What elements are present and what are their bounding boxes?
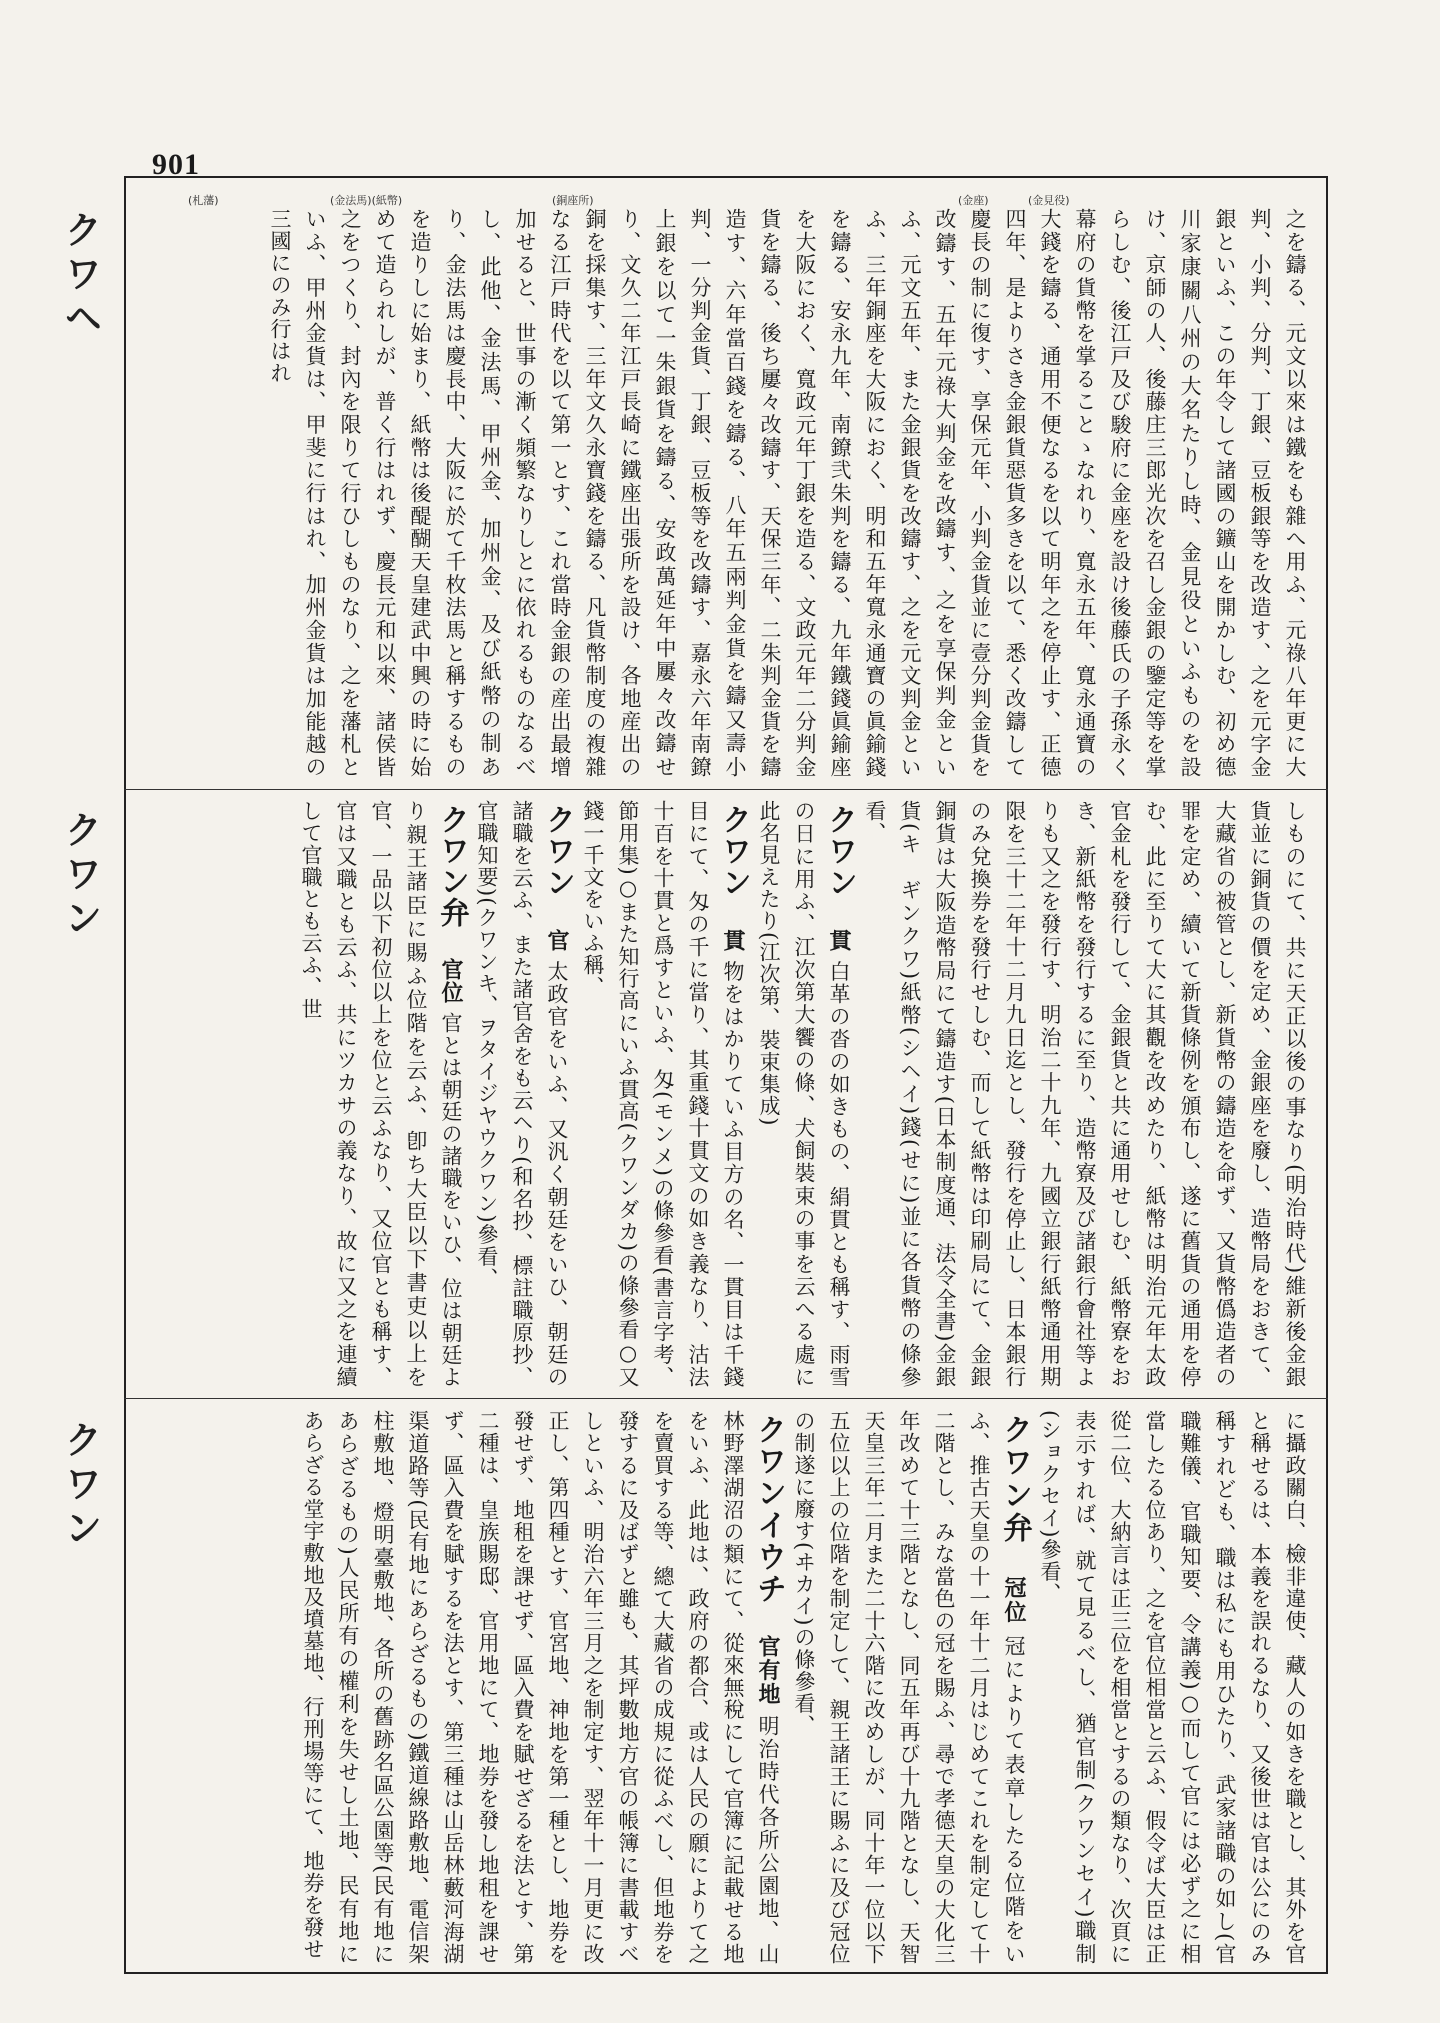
entry-headword: クワン xyxy=(716,804,751,899)
tier-divider xyxy=(124,1398,1328,1399)
dictionary-entry xyxy=(751,800,857,1388)
entry-text: 官とは朝廷の諸職をいひ、位は朝廷より親王諸臣に賜ふ位階を云ふ、卽ち大臣以下書吏以上を官、一品以下初位以上を位と云ふなり、又位官とも稱す、官は又職とも云ふ、共にツカサの義なり、故に又之を連續して官職とも云ふ、世 xyxy=(299,800,463,1388)
marginal-note: (札藩) xyxy=(188,194,219,207)
body-text: 之を鑄る、元文以來は鐵をも雜へ用ふ、元祿八年更に大判、小判、分判、丁銀、豆板銀等を改造す、之を元字金銀といふ、この年令して諸國の鑛山を開かしむ、初め德川家康關八州の大名たりし時、金見役といふものを設け、京師の人、後藤庄三郎光次を召し金銀の鑒定等を掌らしむ、後江戸及び駿府に金座を設け後藤氏の子孫永く幕府の貨幣を掌ることゝなれり、寬永五年、寬永通寶の大錢を鑄る、通用不便なるを以て明年之を停止す、正德四年、是よりさき金銀貨惡貨多きを以て、悉く改鑄して慶長の制に復す、享保元年、小判金貨並に壹分判金貨を改鑄す、五年元祿大判金を改鑄す、之を享保判金といふ、元文五年、また金銀貨を改鑄す、之を元文判金といふ、三年銅座を大阪におく、明和五年寬永通寶の眞鍮錢を鑄る、安永九年、南鐐弐朱判を鑄る、九年鐵錢眞鍮座を大阪におく、寬政元年丁銀を造る、文政元年二分判金貨を鑄る、後ち屢々改鑄す、天保三年、二朱判金貨を鑄造す、六年當百錢を鑄る、八年五兩判金貨を鑄又壽小判、一分判金貨、丁銀、豆板等を改鑄す、嘉永六年南鐐上銀を以て一朱銀貨を鑄る、安政萬延年中屢々改鑄せり、文久二年江戸長崎に鐵座出張所を設け、各地産出の銅を採集す、三年文久永寶錢を鑄る、凡貨幣制度の複雜なる江戸時代を以て第一とす、これ當時金銀の産出最增加せると、世事の漸く頻繁なりしとに依れるものなるべし、此他、金法馬、甲州金、加州金、及び紙幣の制あり、金法馬は慶長中、大阪に於て千枚法馬と稱するものを造りしに始まり、紙幣は後醍醐天皇建武中興の時に始めて造られしが、普く行はれず、慶長元和以來、諸侯皆之をつくり、封內を限りて行ひしものなり、之を藩札といふ、甲州金貨は、甲斐に行はれ、加州金貨は加能越の三國にのみ行はれ xyxy=(268,208,1307,778)
dictionary-entry xyxy=(786,1410,1032,1965)
entry-headword: クワン弁 xyxy=(434,804,469,929)
running-head: クワン xyxy=(58,1420,102,1552)
dictionary-entry xyxy=(575,800,751,1388)
dictionary-entry xyxy=(469,800,575,1388)
entry-text: 明治時代各所公園地、山林野澤湖沼の類にて、從來無稅にして官簿に記載せる地をいふ、此地は、政府の都合、或は人民の願によりて之を賣買する等、總て大藏省の成規に從ふべし、但地券を發するに及ばずと雖も、其坪數地方官の帳簿に書載すべしといふ、明治六年三月之を制定す、翌年十一月更に改正し、第四種とす、官宮地、神地を第一種とし、地券を發せず、地租を課せず、區入費を賦せざるを法とす、第二種は、皇族賜邸、官用地にて、地券を發し地租を課せず、區入費を賦するを法とす、第三種は山岳林藪河海湖渠道路等(民有地にあらざるもの)鐵道線路敷地、電信架柱敷地、燈明臺敷地、各所の舊跡名區公園等(民有地にあらざるもの)人民所有の權利を失せし土地、民有地にあらざる堂宇敷地及墳墓地、行刑場等にて、地券を發せ xyxy=(301,1410,780,1965)
running-head: クワン xyxy=(58,810,102,942)
body-text: に攝政關白、檢非違使、藏人の如きを職とし、其外を官と稱せるは、本義を誤れるなり、又後世は官は公にのみ稱すれども、職は私にも用ひたり、武家諸職の如し(官職難儀、官職知要、令講義)○而して官には必ず之に相當したる位あり、之を官位相當と云ふ、假令ば大臣は正從二位、大納言は正三位を相當とするの類なり、次頁に表示すれば、就て見るべし、猶官制(クワンセイ)職制(ショクセイ)參看、 xyxy=(1038,1410,1307,1965)
entry-gloss: 官有地 xyxy=(755,1635,781,1707)
marginal-note: (金法馬)(紙幣) xyxy=(330,194,403,207)
entry-gloss: 冠位 xyxy=(1001,1576,1027,1626)
entry-gloss: 貫 xyxy=(826,928,852,953)
entry-headword: クワン xyxy=(822,804,857,899)
body-text: しものにて、共に天正以後の事なり(明治時代)維新後金銀貨並に銅貨の價を定め、金銀座を廢し、造幣局をおきて、大藏省の被管とし、新貨幣の鑄造を命ず、又貨幣僞造者の罪を定め、續いて新貨條例を頒布し、遂に舊貨の通用を停む、此に至りて大に其觀を改めたり、紙幣は明治元年太政官金札を發行して、金銀貨と共に通用せしむ、紙幣寮をおき、新紙幣を發行するに至り、造幣寮及び諸銀行會社等よりも又之を發行す、明治二十九年、九國立銀行紙幣通用期限を三十二年十二月九日迄とし、發行を停止し、日本銀行のみ兌換券を發行せしむ、而して紙幣は印刷局にて、金銀銅貨は大阪造幣局にて鑄造す(日本制度通、法令全書)金銀貨(キ ギンクワ)紙幣(シヘイ)錢(せに)並に各貨幣の條參看、 xyxy=(863,800,1307,1388)
entry-gloss: 官 xyxy=(544,928,570,953)
marginal-note: (金見役) xyxy=(1028,194,1070,207)
entry-text: 白革の沓の如きもの、絹貫とも稱す、雨雪の日に用ふ、江次第大饗の條、犬飼裝束の事を云へる處に此名見えたり(江次第、裝束集成) xyxy=(757,800,851,1388)
marginal-note: (銅座所) xyxy=(552,194,594,207)
running-head: クワヘ xyxy=(58,210,102,342)
tier-top xyxy=(140,208,1312,778)
tier-divider xyxy=(124,789,1328,790)
entry-text: 太政官をいふ、又汎く朝廷をいひ、朝廷の諸職を云ふ、また諸官舍をも云ヘり(和名抄、標註職原抄、官職知要)(クワンキ、ヲタイジヤウクワン)參看、 xyxy=(475,800,569,1388)
entry-gloss: 官位 xyxy=(438,958,464,1005)
tier-bottom xyxy=(140,1410,1312,1965)
entry-text: 物をはかりていふ目方の名、一貫目は千錢目にて、匁の千に當り、其重錢十貫文の如き義なり、沽法十百を十貫と爲すといふ、匁(モンメ)の條參看(書言字考、節用集)○また知行高にいふ貫高(クワンダカ)の條參看○又錢一千文をいふ稱、 xyxy=(581,800,745,1388)
page-number: 901 xyxy=(152,148,200,181)
dictionary-entry xyxy=(295,1410,786,1965)
entry-headword: クワン弁 xyxy=(997,1414,1032,1545)
entry-gloss: 貫 xyxy=(720,928,746,953)
dictionary-entry xyxy=(293,800,469,1388)
entry-text: 冠によりて表章したる位階をいふ、推古天皇の十一年十二月はじめてこれを制定して十二階とし、みな當色の冠を賜ふ、尋で孝德天皇の大化三年改めて十三階となし、同五年再び十九階となし、天智天皇三年二月また二十六階に改めしが、同十年一位以下五位以上の位階を制定して、親王諸王に賜ふに及び冠位の制遂に廢す(ヰカイ)の條參看、 xyxy=(792,1410,1026,1965)
tier-middle xyxy=(140,800,1312,1388)
entry-headword: クワンイウチ xyxy=(751,1414,786,1605)
entry-headword: クワン xyxy=(540,804,575,899)
marginal-note: (金座) xyxy=(958,194,989,207)
